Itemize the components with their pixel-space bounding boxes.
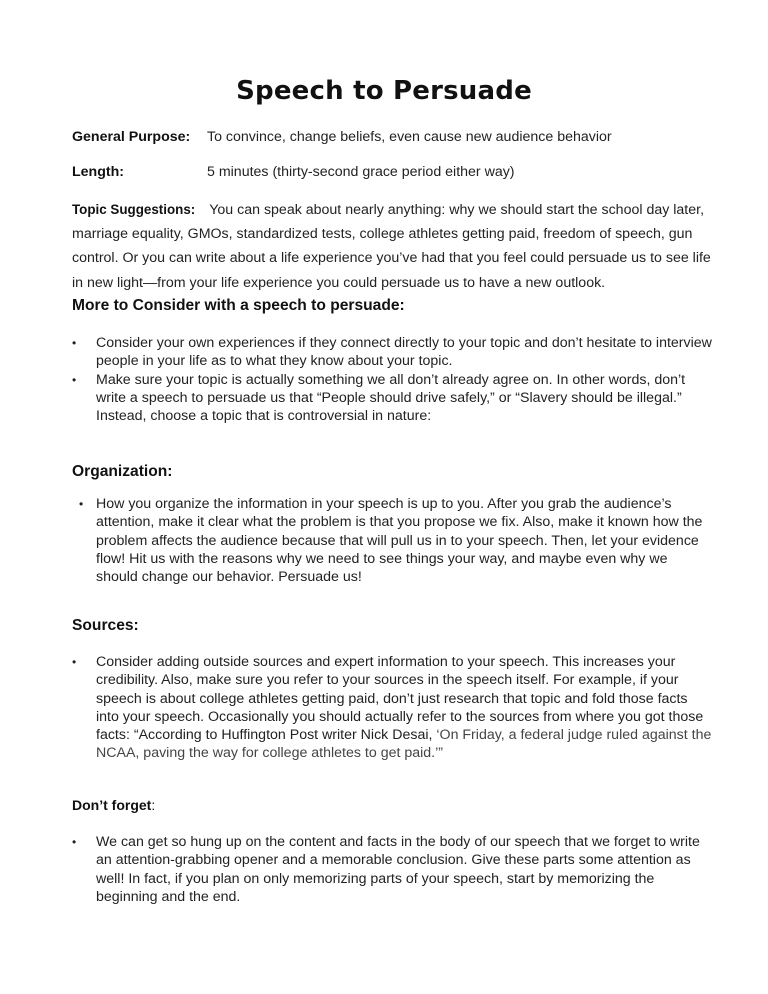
list-item: [72, 371, 712, 426]
topic-suggestions-paragraph: [72, 198, 712, 295]
general-purpose-label: General Purpose:: [72, 129, 191, 145]
length-value: 5 minutes (thirty-second grace period either way): [207, 164, 515, 180]
dont-forget-list: [72, 833, 712, 906]
bullet-icon: •: [72, 655, 77, 669]
topic-suggestions-text: You can speak about nearly anything: why we should start the school day later, marriage equality, GMOs, standardized tests, college athletes getting paid, freedom of speech, gun control. Or you can write about a life experience you’ve had that you feel could persuade us to see life in new light—from your life experience you could persuade us to have a new outlook.: [72, 202, 711, 291]
dont-forget-heading: [72, 797, 155, 813]
general-purpose-value: To convince, change beliefs, even cause new audience behavior: [207, 129, 612, 145]
list-item: [72, 833, 712, 906]
dont-forget-heading-bold: Don’t forget: [72, 797, 152, 813]
bullet-text: We can get so hung up on the content and facts in the body of our speech that we forget to write an attention-grabbing opener and a memorable conclusion. Give these parts some attention as well! In fact, if you plan on only memorizing parts of your speech, start by memorizing the beginning and the end.: [96, 834, 700, 905]
general-purpose-row: [72, 128, 612, 146]
topic-suggestions-label: Topic Suggestions:: [72, 202, 196, 217]
list-item: [72, 495, 712, 586]
length-row: [72, 163, 515, 181]
dont-forget-heading-colon: :: [151, 797, 156, 813]
bullet-text: Consider your own experiences if they connect directly to your topic and don’t hesitate to interview people in your life as to what they know about your topic.: [96, 335, 712, 370]
list-item: [72, 653, 712, 763]
list-item: [72, 334, 712, 371]
bullet-icon: •: [72, 336, 77, 350]
bullet-icon: •: [79, 497, 84, 511]
bullet-icon: •: [72, 835, 77, 849]
length-label: Length:: [72, 164, 125, 180]
organization-list: [72, 495, 712, 586]
bullet-text: Consider adding outside sources and expert information to your speech. This increases your credibility. Also, make sure you refer to your sources in the speech itself. For example, if your speech is about college athletes getting paid, don’t just research that topic and fold those facts into your speech. Occasionally you should actually refer to the sources from where you got those facts: “According to Huffington Post writer Nick Desai,: [96, 654, 704, 744]
organization-heading: Organization:: [72, 463, 173, 480]
bullet-text: Make sure your topic is actually something we all don’t already agree on. In other words, don’t write a speech to persuade us that “People should drive safely,” or “Slavery should be illegal.” Instead, choose a topic that is controversial in nature:: [96, 371, 686, 425]
more-to-consider-list: [72, 334, 712, 425]
page-title: Speech to Persuade: [236, 76, 532, 106]
quoted-source-text: ‘On Friday, a federal judge ruled against the NCAA, paving the way for college athletes to get paid.’”: [96, 727, 712, 762]
sources-heading: Sources:: [72, 617, 139, 634]
bullet-text: How you organize the information in your speech is up to you. After you grab the audience’s attention, make it clear what the problem is that you propose we fix. Also, make it known how the problem affects the audience because that will pull us in to your speech. Then, let your evidence flow! Hit us with the reasons why we need to see things your way, and maybe even why we should change our behavior. Persuade us!: [96, 496, 703, 586]
bullet-icon: •: [72, 372, 77, 387]
sources-list: [72, 653, 712, 763]
more-to-consider-heading: More to Consider with a speech to persuade:: [72, 297, 405, 314]
